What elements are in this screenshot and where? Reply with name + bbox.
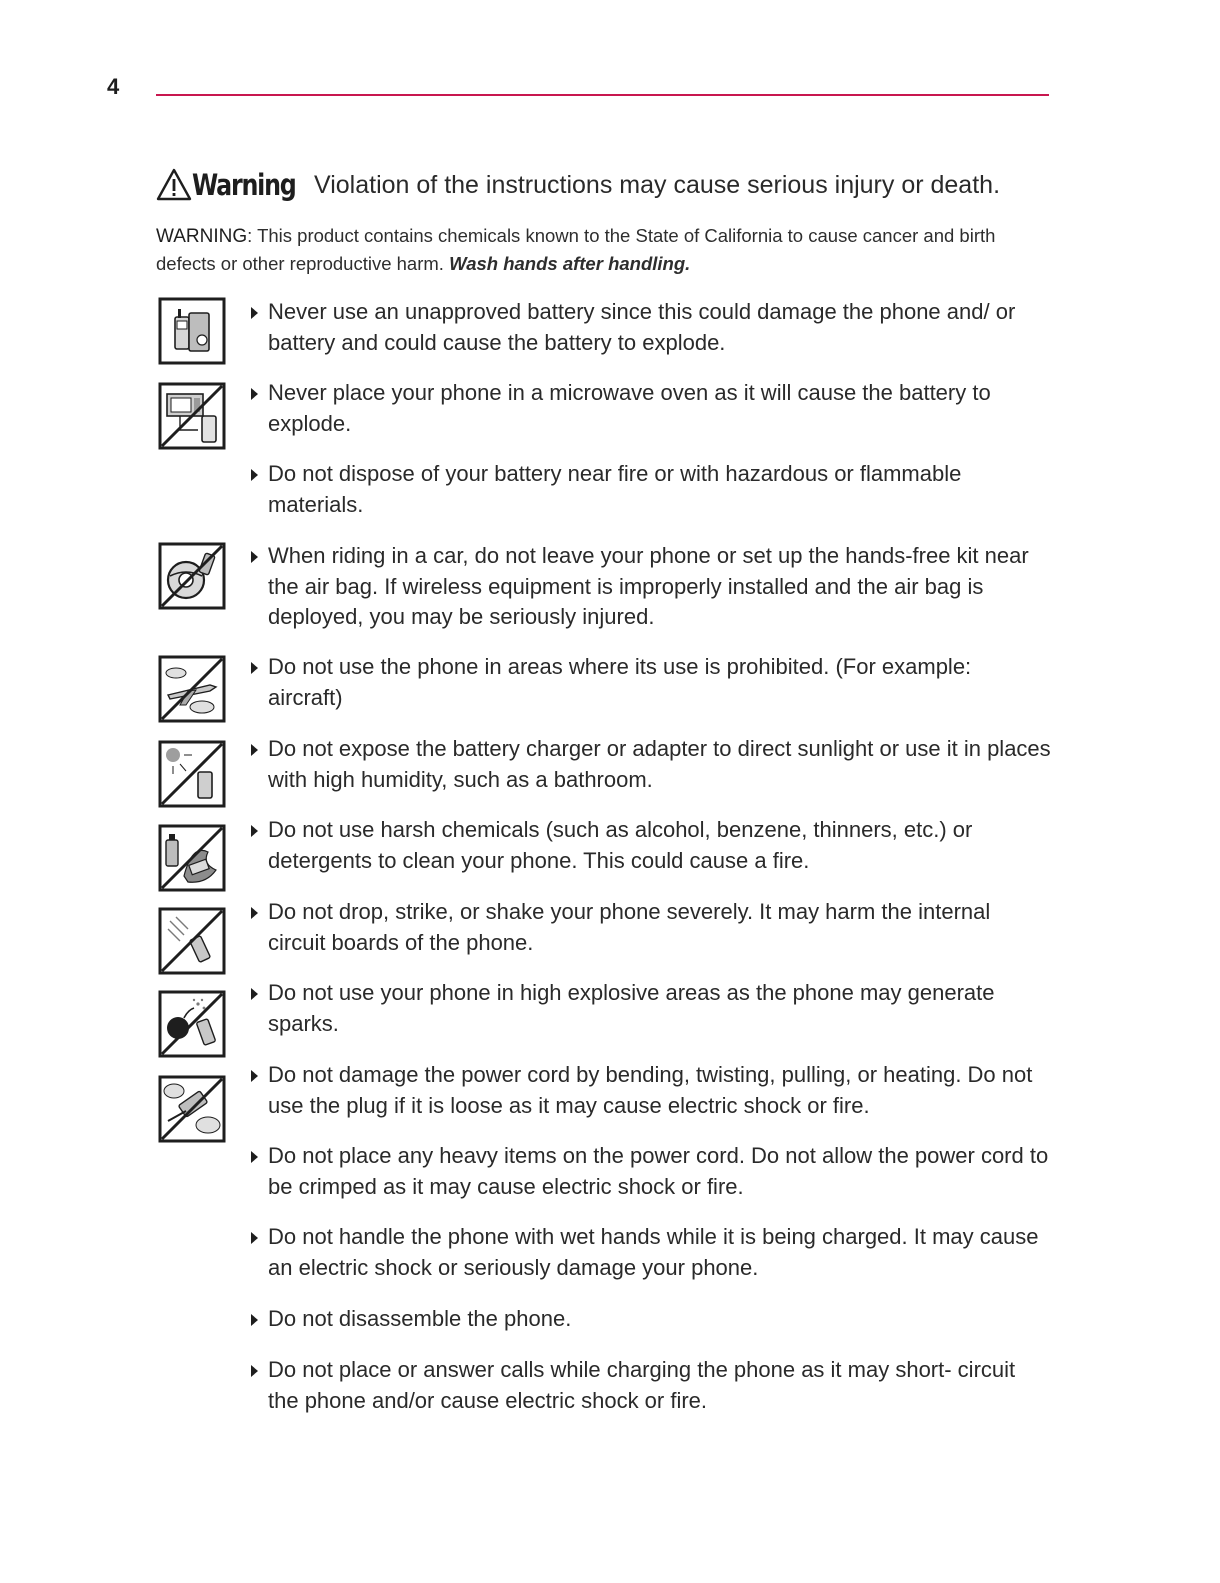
header-rule [156,94,1049,96]
list-item: Do not place or answer calls while charging the phone as it may short- circuit the phone and/or cause electric shock or fire. [251,1355,1051,1416]
list-item: When riding in a car, do not leave your phone or set up the hands-free kit near the air bag. If wireless equipment is improperly installed and the air bag is deployed, you may be seriously injured. [251,541,1051,633]
bullet-arrow-icon [251,388,258,400]
bullet-arrow-icon [251,907,258,919]
list-item: Do not dispose of your battery near fire or with hazardous or flammable materials. [251,459,1051,520]
car-airbag-icon [158,542,226,610]
warning-triangle-icon [156,168,192,202]
list-item: Do not place any heavy items on the power cord. Do not allow the power cord to be crimped as it may cause electric shock or fire. [251,1141,1051,1202]
prop65-lead: WARNING [156,226,248,247]
phone-battery-icon [158,297,226,365]
list-item: Do not expose the battery charger or adapter to direct sunlight or use it in places with high humidity, such as a bathroom. [251,734,1051,795]
microwave-oven-icon [158,382,226,450]
bullet-arrow-icon [251,1070,258,1082]
bullet-arrow-icon [251,1151,258,1163]
bullet-arrow-icon [251,988,258,1000]
list-item: Do not use your phone in high explosive areas as the phone may generate sparks. [251,978,1051,1039]
sunlight-charger-icon [158,740,226,808]
list-item: Do not handle the phone with wet hands while it is being charged. It may cause an electric shock or seriously damage your phone. [251,1222,1051,1283]
bullet-arrow-icon [251,825,258,837]
bullet-arrow-icon [251,744,258,756]
list-item: Do not use harsh chemicals (such as alcohol, benzene, thinners, etc.) or detergents to clean your phone. This could cause a fire. [251,815,1051,876]
explosive-area-icon [158,990,226,1058]
drop-phone-icon [158,907,226,975]
bullet-arrow-icon [251,469,258,481]
bullet-arrow-icon [251,551,258,563]
warning-label: Warning [192,168,296,202]
list-item: Do not damage the power cord by bending, twisting, pulling, or heating. Do not use the plug if it is loose as it may cause electric shock or fire. [251,1060,1051,1121]
list-item: Never place your phone in a microwave oven as it will cause the battery to explode. [251,378,1051,439]
prop65-emphasis: Wash hands after handling. [449,253,691,274]
bullet-arrow-icon [251,307,258,319]
bullet-arrow-icon [251,1365,258,1377]
prop65-notice [156,222,1036,277]
list-item: Do not disassemble the phone. [251,1304,1051,1335]
warning-heading-text: Violation of the instructions may cause serious injury or death. [314,170,1001,199]
page-number: 4 [107,74,120,99]
prop65-body: : This product contains chemicals known to the State of California to cause cancer and birth defects or other reproductive harm. [156,225,996,274]
list-item: Do not use the phone in areas where its use is prohibited. (For example: aircraft) [251,652,1051,713]
list-item: Never use an unapproved battery since this could damage the phone and/ or battery and could cause the battery to explode. [251,297,1051,358]
warning-heading [156,168,1000,202]
bullet-arrow-icon [251,1232,258,1244]
chemical-cleaner-icon [158,824,226,892]
list-item: Do not drop, strike, or shake your phone severely. It may harm the internal circuit boards of the phone. [251,897,1051,958]
bullet-arrow-icon [251,1314,258,1326]
power-cord-icon [158,1075,226,1143]
aircraft-icon [158,655,226,723]
bullet-arrow-icon [251,662,258,674]
